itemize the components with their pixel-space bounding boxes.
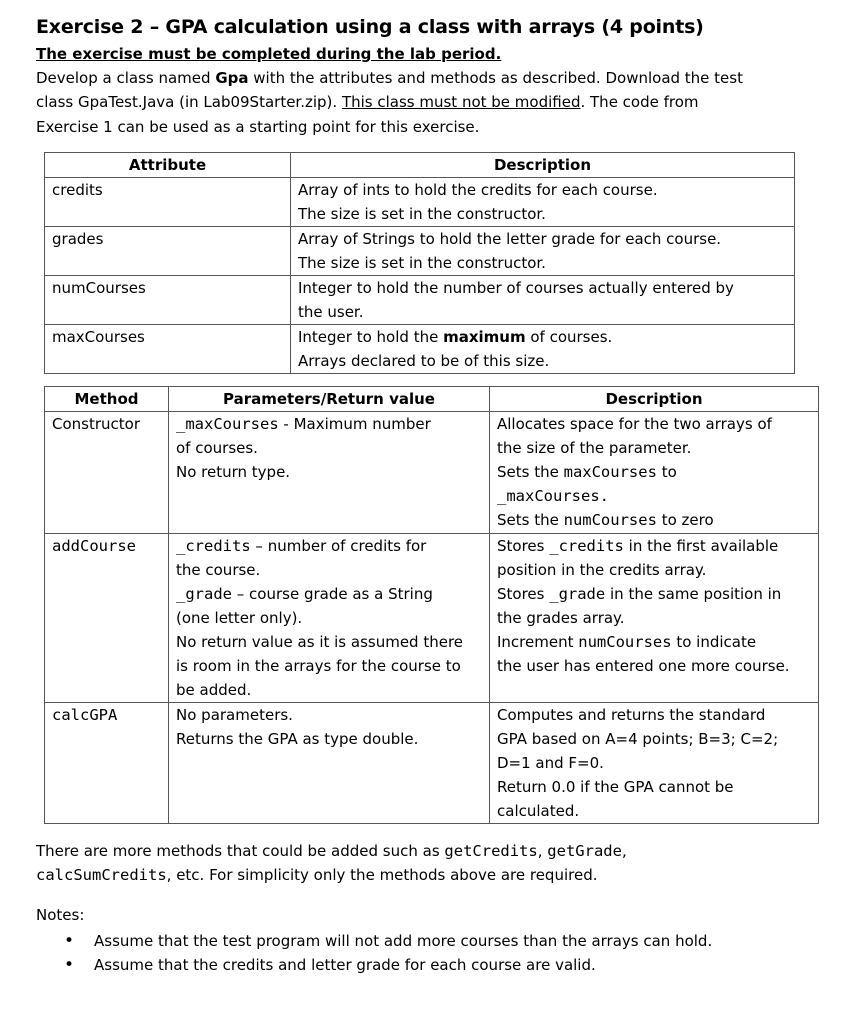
- attribute-name: credits: [45, 178, 291, 227]
- attributes-table: [44, 152, 795, 374]
- attribute-description: Array of ints to hold the credits for each course. The size is set in the constructor.: [291, 178, 795, 227]
- method-parameters: _credits – number of credits for the course. _grade – course grade as a String (one letter only). No return value as it is assumed there is room in the arrays for the course to be added.: [169, 534, 490, 703]
- exercise-title: Exercise 2 – GPA calculation using a class with arrays (4 points): [36, 16, 704, 38]
- column-header: Description: [490, 387, 819, 412]
- method-name: Constructor: [45, 412, 169, 534]
- attribute-description: Array of Strings to hold the letter grade for each course. The size is set in the constructor.: [291, 227, 795, 276]
- intro-line-2: class GpaTest.Java (in Lab09Starter.zip). This class must not be modified. The code from: [36, 93, 699, 112]
- intro-paragraph: [36, 66, 826, 139]
- method-description: Allocates space for the two arrays of the size of the parameter. Sets the maxCourses to _maxCourses. Sets the numCourses to zero: [490, 412, 819, 534]
- table-row: [45, 227, 795, 276]
- attribute-name: grades: [45, 227, 291, 276]
- list-item: • Assume that the test program will not add more courses than the arrays can hold.: [36, 929, 826, 953]
- column-header: Description: [291, 153, 795, 178]
- method-name: calcGPA: [45, 703, 169, 824]
- additional-methods-note: There are more methods that could be added such as getCredits, getGrade, calcSumCredits, etc. For simplicity only the methods above are required.: [36, 842, 627, 885]
- table-header-row: [45, 387, 819, 412]
- notes-label: Notes:: [36, 906, 85, 924]
- methods-table: [44, 386, 819, 824]
- requirement-note: The exercise must be completed during the lab period.: [36, 45, 502, 63]
- notes-section: [36, 903, 826, 977]
- column-header: Method: [45, 387, 169, 412]
- attribute-name: maxCourses: [45, 325, 291, 374]
- method-description: Computes and returns the standard GPA based on A=4 points; B=3; C=2; D=1 and F=0. Return 0.0 if the GPA cannot be calculated.: [490, 703, 819, 824]
- intro-line-3: Exercise 1 can be used as a starting point for this exercise.: [36, 117, 480, 136]
- table-row: [45, 412, 819, 534]
- table-row: [45, 178, 795, 227]
- attribute-description: Integer to hold the number of courses actually entered by the user.: [291, 276, 795, 325]
- method-description: Stores _credits in the first available position in the credits array. Stores _grade in the same position in the grades array. Increment numCourses to indicate the user has entered one more course.: [490, 534, 819, 703]
- notes-list: [36, 929, 826, 977]
- class-name: Gpa: [215, 69, 249, 87]
- table-row: [45, 703, 819, 824]
- attribute-name: numCourses: [45, 276, 291, 325]
- column-header: Attribute: [45, 153, 291, 178]
- list-item: • Assume that the credits and letter grade for each course are valid.: [36, 953, 826, 977]
- table-row: [45, 534, 819, 703]
- table-header-row: [45, 153, 795, 178]
- table-row: [45, 325, 795, 374]
- method-name: addCourse: [45, 534, 169, 703]
- attribute-description: Integer to hold the maximum of courses. Arrays declared to be of this size.: [291, 325, 795, 374]
- method-parameters: No parameters. Returns the GPA as type double.: [169, 703, 490, 824]
- column-header: Parameters/Return value: [169, 387, 490, 412]
- table-row: [45, 276, 795, 325]
- method-parameters: _maxCourses - Maximum number of courses. No return type.: [169, 412, 490, 534]
- intro-line-1: Develop a class named Gpa with the attributes and methods as described. Download the test: [36, 69, 743, 87]
- no-modify-note: This class must not be modified: [341, 93, 581, 112]
